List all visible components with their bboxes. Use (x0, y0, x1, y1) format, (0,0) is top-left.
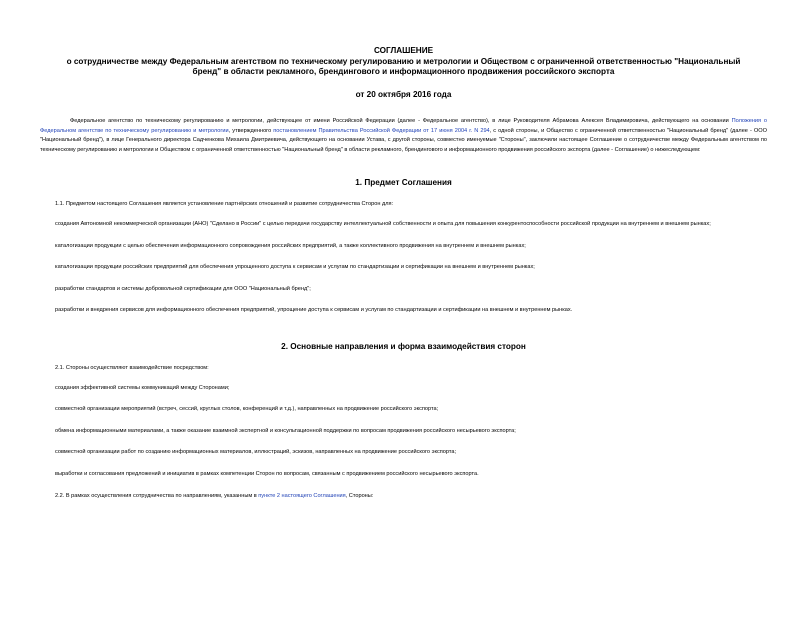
list-item: создания Автономной некоммерческой организации (АНО) "Сделано в России" с целью передачи государству интеллектуальной собственности и опыта для повышения конкурентоспособности российской продукции на внутреннем и внешнем рынках; (55, 220, 711, 227)
clause-2-1: 2.1. Стороны осуществляют взаимодействие посредством: (55, 364, 209, 371)
document-subtitle (40, 57, 767, 78)
list-item: совместной организации работ по созданию информационных материалов, иллюстраций, эскизов, направленных на продвижение российского экспорта; (55, 449, 457, 456)
subtitle-line-1: о сотрудничестве между Федеральным агентством по техническому регулированию и метрологии и Обществом с ограниченной ответственностью "Национальный (66, 56, 741, 66)
list-item: каталогизации продукции с целью обеспечения информационного сопровождения российских предприятий, а также коллективного продвижения на внутреннем и внешнем рынках; (55, 242, 526, 249)
intro-paragraph (40, 117, 767, 155)
list-item: создания эффективной системы коммуникаций между Сторонами; (55, 384, 230, 391)
document-page (0, 46, 807, 617)
section-2-heading: 2. Основные направления и форма взаимодействия сторон (281, 341, 526, 351)
list-item: выработки и согласования предложений и инициатив в рамках компетенции Сторон по вопросам, связанным с продвижением российского несырьевого экспорта. (55, 470, 479, 477)
document-date: от 20 октября 2016 года (355, 89, 452, 99)
point-2-link[interactable]: пункте 2 настоящего Соглашения (258, 492, 346, 499)
section-1-heading: 1. Предмет Соглашения (355, 178, 452, 188)
list-item: разработки и внедрения сервисов для информационного обеспечения предприятий, упрощение доступа к сервисам и услугам по стандартизации и сертификации на внешнем и внутреннем рынках. (55, 307, 573, 314)
clause-1-1: 1.1. Предметом настоящего Соглашения является установление партнёрских отношений и развитие сотрудничества Сторон для: (55, 201, 394, 208)
subtitle-line-2: бренд" в области рекламного, брендингового и информационного продвижения российского экспорта (192, 67, 615, 76)
regulation-link[interactable]: Положения о Федеральном агентстве по техническому регулированию и метрологии (40, 118, 767, 134)
list-item: обмена информационными материалами, а также оказание взаимной экспертной и консультационной поддержки по вопросам продвижения российского несырьевого экспорта; (55, 427, 516, 434)
list-item: разработки стандартов и системы добровольной сертификации для ООО "Национальный бренд"; (55, 285, 311, 292)
document-title: СОГЛАШЕНИЕ (373, 46, 434, 55)
intro-text-3: , с одной стороны, и Общество с ограниченной ответственностью "Национальный бренд" (далее - ООО "Национальный бренд"), в лице Генерального директора Садченкова Михаила Дмитриевича, действующего на основании Устава, с другой стороны, совместно именуемые "Стороны", заключили настоящее Соглашение о сотрудничестве между Федеральным агентством по техническому регулированию и метрологии и Обществом с ограниченной ответственностью "Национальный бренд" в области рекламного, брендингового и информационного продвижения российского экспорта (далее - Соглашение) о нижеследующем: (40, 127, 767, 153)
decree-link[interactable]: постановлением Правительства Российской Федерации от 17 июня 2004 г. N 294 (273, 127, 490, 134)
list-item: совместной организации мероприятий (встреч, сессий, круглых столов, конференций и т.д.), направленных на продвижение российского экспорта; (55, 406, 439, 413)
clause-2-2-text-2: , Стороны: (345, 492, 374, 499)
clause-2-2 (40, 492, 767, 502)
clause-2-2-text-1: 2.2. В рамках осуществления сотрудничества по направлениям, указанным в (55, 492, 259, 499)
intro-text-2: , утвержденного (228, 127, 274, 134)
list-item: каталогизации продукции российских предприятий для обеспечения упрощенного доступа к сервисам и услугам по стандартизации и сертификации на внешнем и внутреннем рынках; (55, 264, 535, 271)
intro-text-1: Федеральное агентство по техническому регулированию и метрологии, действующее от имени Российской Федерации (далее - Федеральное агентство), в лице Руководителя Абрамова Алексея Владимировича, действующего на основании (70, 118, 732, 124)
